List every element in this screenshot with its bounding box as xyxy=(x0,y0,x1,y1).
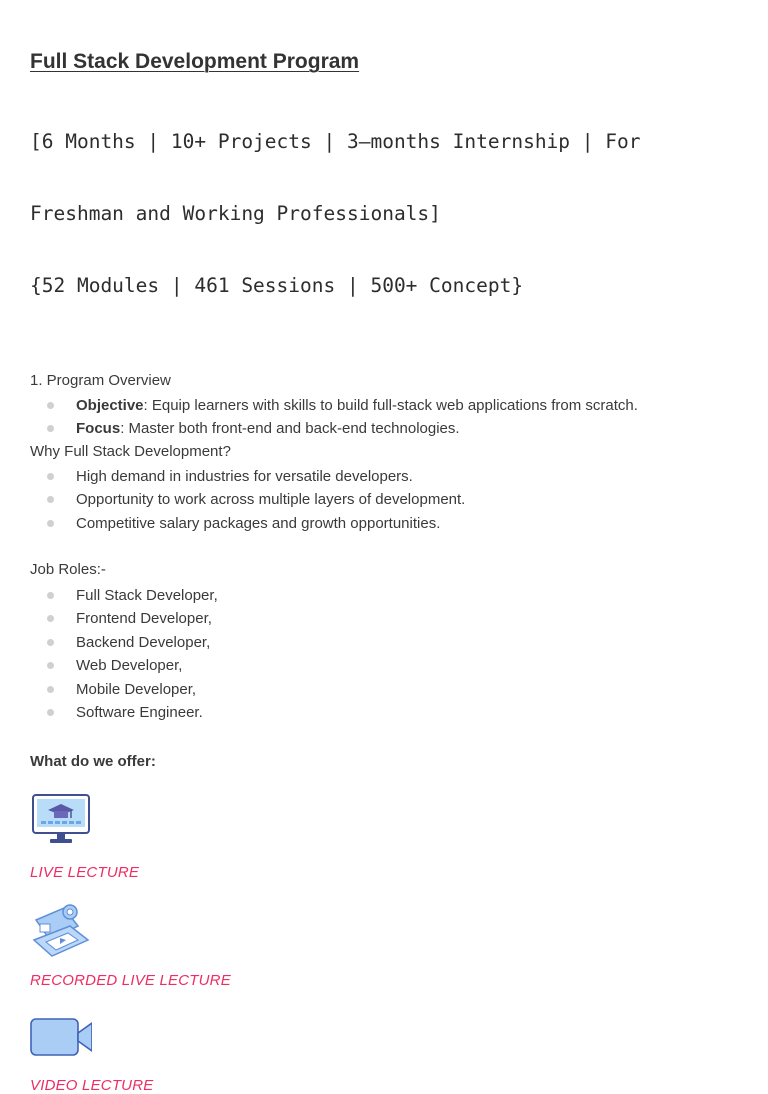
item-key: Objective xyxy=(76,397,144,414)
bullet-icon xyxy=(47,615,54,622)
list-item xyxy=(30,417,750,440)
list-item xyxy=(30,394,750,417)
list-item xyxy=(30,678,750,701)
overview-list xyxy=(30,394,750,441)
recorded-lecture-icon xyxy=(30,900,92,960)
item-text: Mobile Developer, xyxy=(76,680,197,698)
item-key: Focus xyxy=(76,420,121,438)
bullet-icon xyxy=(47,592,54,599)
bullet-icon xyxy=(47,473,54,480)
item-text: Web Developer, xyxy=(76,657,183,675)
offer-label: VIDEO LECTURE xyxy=(30,1077,154,1094)
item-text: High demand in industries for versatile developers. xyxy=(76,467,413,485)
bullet-icon xyxy=(47,496,54,503)
item-text: Full Stack Developer, xyxy=(76,587,218,605)
bullet-icon xyxy=(47,709,54,716)
item-text: Software Engineer. xyxy=(76,704,203,722)
list-item xyxy=(30,488,750,511)
item-text: : Equip learners with skills to build full-stack web applications from scratch. xyxy=(143,397,638,414)
item-text: Competitive salary packages and growth opportunities. xyxy=(76,514,441,532)
bullet-icon xyxy=(47,686,54,693)
monitor-graduation-cap-icon xyxy=(30,792,92,848)
bullet-icon xyxy=(47,425,54,432)
item-text: : Master both front-end and back-end technologies. xyxy=(120,420,460,438)
summary-line: [6 Months | 10+ Projects | 3—months Internship | For xyxy=(30,130,641,153)
list-item xyxy=(30,607,750,630)
list-item xyxy=(30,631,750,654)
document-page xyxy=(30,48,750,1094)
job-roles-list xyxy=(30,584,750,724)
summary-line: Freshman and Working Professionals] xyxy=(30,202,441,225)
why-heading: Why Full Stack Development? xyxy=(30,442,231,460)
bullet-icon xyxy=(47,402,54,409)
page-title: Full Stack Development Program xyxy=(30,50,360,73)
bullet-icon xyxy=(47,639,54,646)
bullet-icon xyxy=(47,662,54,669)
list-item xyxy=(30,465,750,488)
job-roles-heading: Job Roles:- xyxy=(30,561,106,579)
why-list xyxy=(30,465,750,535)
summary-line: {52 Modules | 461 Sessions | 500+ Concept} xyxy=(30,274,524,297)
offer-heading: What do we offer: xyxy=(30,753,156,771)
offer-label: RECORDED LIVE LECTURE xyxy=(30,972,231,990)
list-item xyxy=(30,654,750,677)
offer-item-live xyxy=(30,792,750,881)
list-item xyxy=(30,701,750,724)
list-item xyxy=(30,584,750,607)
item-text: Opportunity to work across multiple layers of development. xyxy=(76,491,466,509)
bullet-icon xyxy=(47,520,54,527)
offer-item-recorded xyxy=(30,900,750,989)
offer-label: LIVE LECTURE xyxy=(30,864,140,882)
program-summary xyxy=(30,82,750,346)
item-text: Frontend Developer, xyxy=(76,610,212,628)
item-text: Backend Developer, xyxy=(76,633,211,651)
video-camera-icon xyxy=(30,1011,92,1067)
list-item xyxy=(30,512,750,535)
overview-heading: 1. Program Overview xyxy=(30,372,171,389)
